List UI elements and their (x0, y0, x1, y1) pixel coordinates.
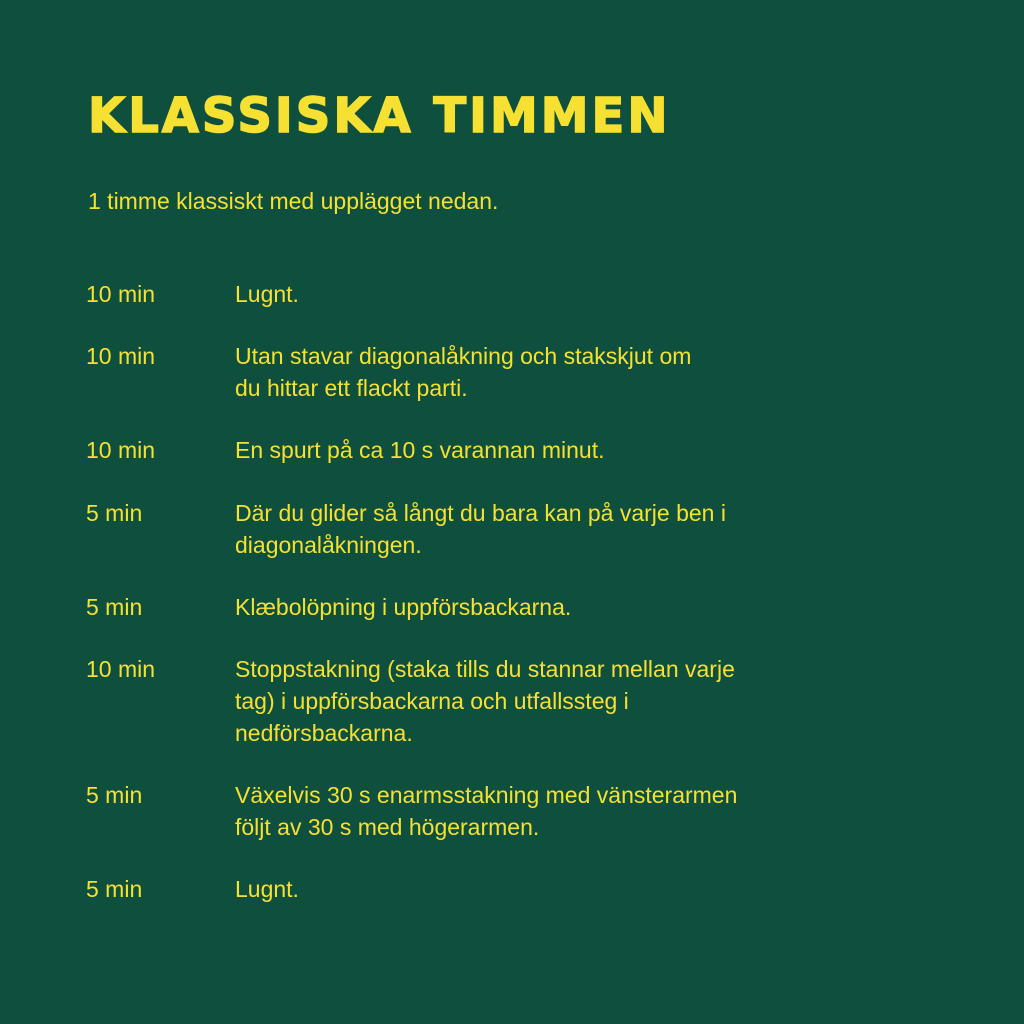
schedule-row-4 (86, 497, 886, 561)
description-text: Där du glider så långt du bara kan på varje ben i diagonalåkningen. (235, 500, 726, 558)
duration-label: 10 min (86, 437, 156, 463)
duration-label: 10 min (86, 656, 156, 682)
schedule-list (86, 278, 886, 905)
duration-label: 5 min (86, 876, 143, 902)
intro-text: 1 timme klassiskt med upplägget nedan. (88, 188, 499, 214)
schedule-row-2 (86, 340, 886, 404)
schedule-row-7 (86, 779, 886, 843)
duration-label: 5 min (86, 782, 143, 808)
schedule-row-8 (86, 873, 886, 905)
page-title: KLASSISKA TIMMEN (88, 88, 671, 144)
description-text: Stoppstakning (staka tills du stannar mellan varje tag) i uppförsbackarna och utfallssteg i nedförsbackarna. (235, 656, 735, 746)
description-text: Lugnt. (235, 281, 299, 307)
schedule-row-3 (86, 434, 886, 466)
description-text: Lugnt. (235, 876, 299, 902)
description-text: En spurt på ca 10 s varannan minut. (235, 437, 605, 463)
description-text: Utan stavar diagonalåkning och stakskjut om du hittar ett flackt parti. (235, 343, 692, 401)
duration-label: 5 min (86, 500, 143, 526)
schedule-row-6 (86, 653, 886, 749)
schedule-row-5 (86, 591, 886, 623)
duration-label: 10 min (86, 281, 156, 307)
description-text: Växelvis 30 s enarmsstakning med vänsterarmen följt av 30 s med högerarmen. (235, 782, 738, 840)
description-text: Klæbolöpning i uppförsbackarna. (235, 594, 572, 620)
schedule-row-1 (86, 278, 886, 310)
duration-label: 10 min (86, 343, 156, 369)
duration-label: 5 min (86, 594, 143, 620)
